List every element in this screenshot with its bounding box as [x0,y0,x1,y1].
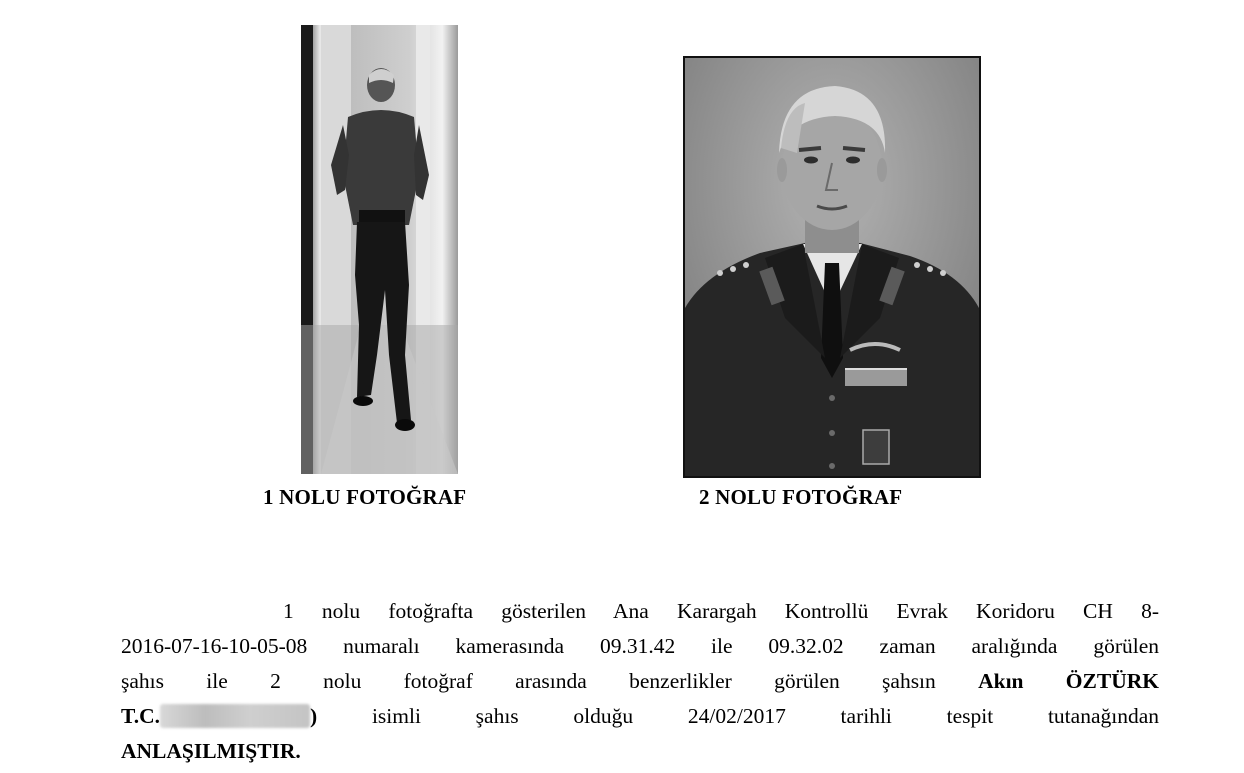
line-3-text: şahıs ile 2 nolu fotoğraf arasında benzerlikler görülen şahsın [121,669,936,693]
redacted-id-number [160,704,310,728]
body-paragraph [121,594,1159,769]
photo-2-caption: 2 NOLU FOTOĞRAF [699,485,903,509]
surveillance-photo [301,25,458,474]
paragraph-line-4 [121,699,1159,734]
paragraph-line-3 [121,664,1159,699]
tc-close-paren: ) [310,704,318,728]
paragraph-line-2: 2016-07-16-10-05-08 numaralı kamerasında 09.31.42 ile 09.32.02 zaman aralığında görülen [121,634,1159,658]
official-portrait-photo [683,56,981,478]
photo-1-caption: 1 NOLU FOTOĞRAF [263,485,467,509]
line-4-text: isimli şahıs olduğu 24/02/2017 tarihli tespit tutanağından [371,704,1159,728]
conclusion-word: ANLAŞILMIŞTIR. [121,739,301,763]
paragraph-line-5 [121,734,1159,769]
paragraph-line-1: 1 nolu fotoğrafta gösterilen Ana Karargah Kontrollü Evrak Koridoru CH 8- [283,599,1159,623]
person-name: Akın ÖZTÜRK [978,669,1159,693]
tc-label: T.C. [121,704,161,728]
